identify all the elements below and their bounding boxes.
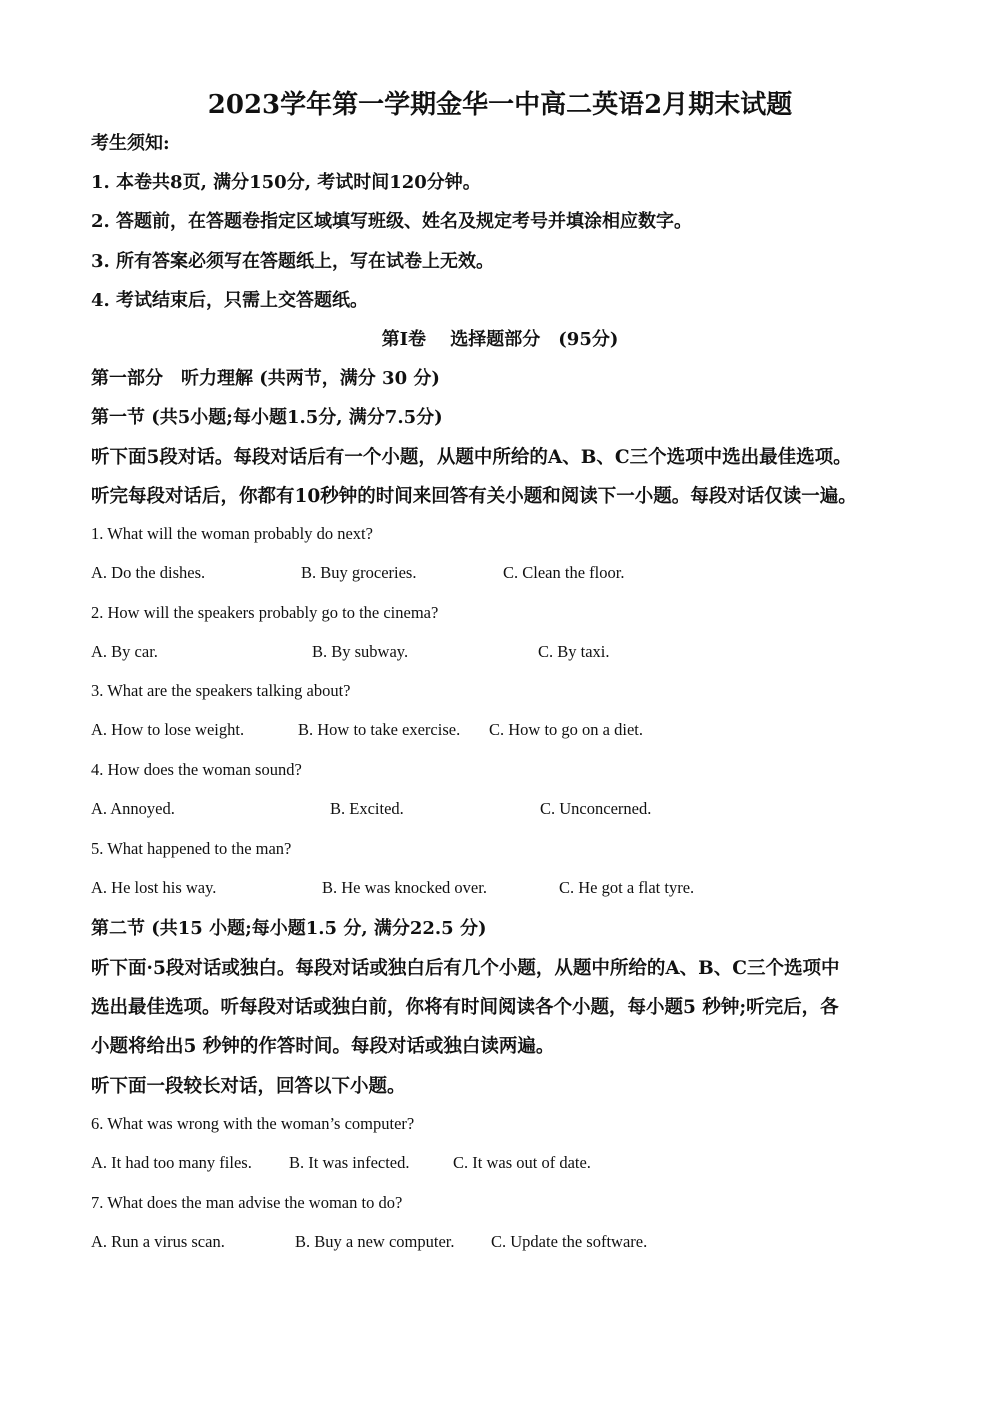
option-a: A. Annoyed. — [91, 799, 175, 818]
section-heading: 第二节 (共15 小题;每小题1.5 分, 满分22.5 分) — [91, 918, 487, 939]
option-c: C. How to go on a diet. — [489, 720, 643, 739]
option-c: C. It was out of date. — [453, 1153, 591, 1172]
question-stem: 5. What happened to the man? — [91, 839, 292, 858]
page-title: 2023学年第一学期金华一中高二英语2月期末试题 — [207, 90, 793, 120]
question-stem: 1. What will the woman probably do next? — [91, 524, 373, 543]
question-stem: 2. How will the speakers probably go to the cinema? — [91, 603, 439, 622]
directions-line: 听完每段对话后，你都有10秒钟的时间来回答有关小题和阅读下一小题。每段对话仅读一遍。 — [91, 486, 857, 507]
directions-line: 小题将给出5 秒钟的作答时间。每段对话或独白读两遍。 — [91, 1036, 555, 1057]
notice-item: 3. 所有答案必须写在答题纸上，写在试卷上无效。 — [91, 251, 495, 272]
option-b: B. Buy groceries. — [301, 563, 417, 582]
option-a: A. He lost his way. — [91, 878, 217, 897]
option-a: A. Do the dishes. — [91, 563, 206, 582]
option-b: B. By subway. — [312, 642, 409, 661]
option-c: C. Clean the floor. — [503, 563, 625, 582]
option-c: C. Update the software. — [491, 1232, 648, 1251]
question-stem: 3. What are the speakers talking about? — [91, 681, 351, 700]
sub-directions: 听下面一段较长对话，回答以下小题。 — [91, 1076, 406, 1097]
question-stem: 6. What was wrong with the woman’s computer? — [91, 1114, 415, 1133]
option-a: A. How to lose weight. — [91, 720, 245, 739]
option-c: C. He got a flat tyre. — [559, 878, 695, 897]
option-c: C. Unconcerned. — [540, 799, 652, 818]
option-a: A. By car. — [91, 642, 158, 661]
option-b: B. He was knocked over. — [322, 878, 487, 897]
directions-line: 听下面5段对话。每段对话后有一个小题，从题中所给的A、B、C三个选项中选出最佳选项。 — [91, 447, 852, 468]
part-heading: 第一部分 听力理解 (共两节，满分 30 分) — [91, 368, 440, 389]
option-a: A. It had too many files. — [91, 1153, 252, 1172]
option-b: B. Buy a new computer. — [295, 1232, 455, 1251]
notice-heading: 考生须知: — [91, 133, 170, 154]
directions-line: 听下面·5段对话或独白。每段对话或独白后有几个小题，从题中所给的A、B、C三个选项中 — [91, 958, 840, 979]
option-c: C. By taxi. — [538, 642, 610, 661]
notice-item: 4. 考试结束后，只需上交答题纸。 — [91, 290, 369, 311]
volume-heading: 第Ⅰ卷 选择题部分 (95分) — [381, 329, 619, 350]
option-b: B. It was infected. — [289, 1153, 410, 1172]
option-b: B. Excited. — [330, 799, 404, 818]
section-heading: 第一节 (共5小题;每小题1.5分, 满分7.5分) — [91, 407, 443, 428]
option-b: B. How to take exercise. — [298, 720, 461, 739]
option-a: A. Run a virus scan. — [91, 1232, 225, 1251]
question-stem: 4. How does the woman sound? — [91, 760, 302, 779]
notice-item: 2. 答题前，在答题卷指定区域填写班级、姓名及规定考号并填涂相应数字。 — [91, 211, 693, 232]
question-stem: 7. What does the man advise the woman to do? — [91, 1193, 403, 1212]
directions-line: 选出最佳选项。听每段对话或独白前，你将有时间阅读各个小题，每小题5 秒钟;听完后，各 — [91, 997, 839, 1018]
notice-item: 1. 本卷共8页, 满分150分, 考试时间120分钟。 — [91, 172, 481, 193]
